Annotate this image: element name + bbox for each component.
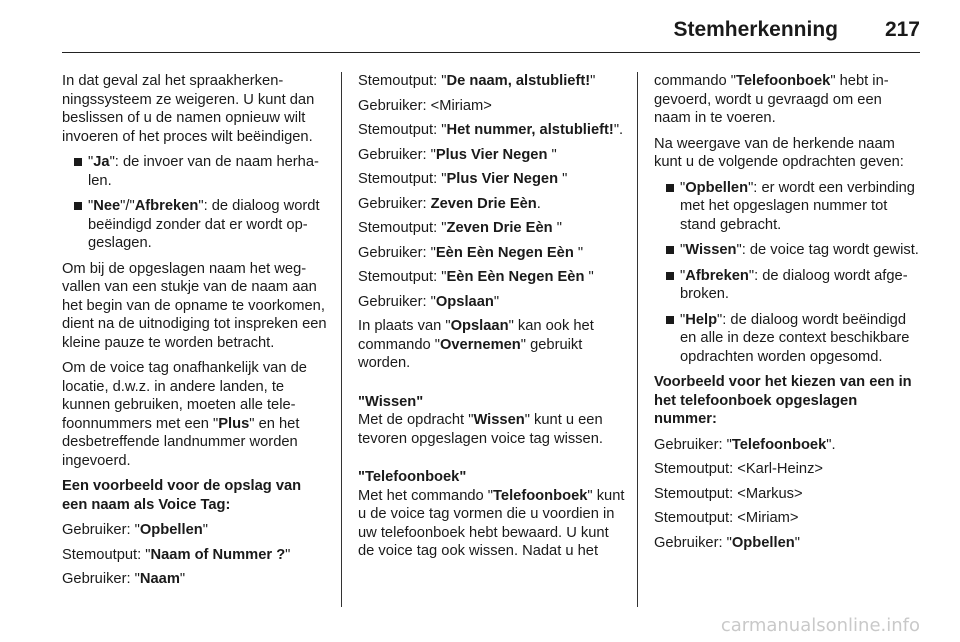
- bullet-square-icon: [74, 202, 82, 210]
- text: Met de opdracht ": [358, 412, 474, 428]
- column-1: [62, 72, 330, 595]
- bullet-item: "Afbreken": de dialoog wordt afgebroken.: [654, 267, 922, 304]
- column-divider: [637, 72, 638, 607]
- bullet-square-icon: [666, 246, 674, 254]
- command-keyword: Opslaan: [450, 318, 509, 334]
- page-title: Stemherkenning: [673, 18, 838, 41]
- text: Stemoutput: ": [358, 122, 447, 138]
- text: " kan ook het commando ": [358, 318, 594, 353]
- text: " kunt u een tevoren opgeslagen voice tag wissen.: [358, 412, 603, 447]
- dialog-line: Gebruiker: <Miriam>: [358, 97, 492, 114]
- dialog-line: Gebruiker: "Opslaan": [358, 293, 500, 310]
- command-keyword: Eèn Eèn Negen Eèn: [446, 269, 585, 285]
- bullet-square-icon: [666, 184, 674, 192]
- text: Stemoutput: ": [358, 220, 447, 236]
- bullet-item: "Opbellen": er wordt een verbinding met het opgeslagen nummer tot stand gebracht.: [654, 179, 922, 235]
- column-3: [654, 72, 922, 558]
- text: Gebruiker: ": [62, 522, 140, 538]
- command-keyword: Telefoonboek: [493, 487, 588, 504]
- command-keyword: Opbellen: [139, 522, 203, 538]
- command-keyword: Plus Vier Negen: [446, 171, 559, 187]
- heading-text: "Telefoonboek": [358, 469, 467, 485]
- dialog-line: Stemoutput: <Miriam>: [654, 510, 799, 526]
- text: Gebruiker: ": [62, 571, 140, 587]
- command-keyword: Help: [685, 311, 718, 328]
- bullet-item: "Help": de dialoog wordt beëindigd en alle in deze context beschikbare opdrachten worden opgesomd.: [654, 311, 922, 367]
- text: Gebruiker: ": [654, 436, 732, 453]
- command-keyword: Overnemen: [439, 336, 521, 353]
- bullet-square-icon: [666, 272, 674, 280]
- paragraph: Om bij de opgeslagen naam het wegvallen van een stukje van de naam aan het begin van de opname te voorkomen, dient na de uitnodiging tot inspreken een kleine pauze te worden betracht.: [62, 260, 327, 351]
- text: commando ": [654, 73, 736, 89]
- heading-text: Een voorbeeld voor de opslag van een naam als Voice Tag:: [62, 478, 302, 513]
- command-keyword: Wissen: [685, 242, 737, 258]
- section-heading: [62, 477, 330, 514]
- dialog-line: Stemoutput: "De naam, alstublieft!": [358, 73, 596, 89]
- bullet-text: ": de dialoog wordt beëindigd en alle in deze context beschikbare opdrachten worden opgesomd.: [680, 311, 910, 365]
- command-keyword: Telefoonboek: [735, 73, 831, 89]
- command-keyword: Nee: [93, 198, 121, 214]
- command-keyword: Zeven Drie Eèn: [430, 195, 537, 212]
- command-keyword: Telefoonboek: [731, 436, 827, 453]
- page-header: [62, 14, 920, 53]
- text: Stemoutput: ": [358, 73, 447, 89]
- heading-text: Voorbeeld voor het kiezen van een in het telefoonboek opgeslagen nummer:: [654, 374, 912, 427]
- command-keyword: Zeven Drie Eèn: [446, 220, 553, 236]
- command-keyword: Opslaan: [435, 293, 494, 310]
- dialog-line: Stemoutput: "Zeven Drie Eèn ": [358, 220, 562, 236]
- bullet-text: : de invoer van de naam herhalen.: [88, 154, 319, 189]
- dialog-line: Stemoutput: <Markus>: [654, 485, 803, 502]
- paragraph: [62, 359, 330, 470]
- command-keyword: Opbellen: [685, 179, 749, 196]
- bullet-text: : de dialoog wordt beëindigd zonder dat er wordt opgeslagen.: [88, 198, 320, 251]
- column-divider: [341, 72, 342, 607]
- dialog-line: Gebruiker: "Naam": [62, 571, 186, 587]
- text: Gebruiker: ": [358, 293, 436, 310]
- watermark: carmanualsonline.info: [720, 615, 920, 636]
- dialog-line: Gebruiker: "Plus Vier Negen ": [358, 146, 557, 163]
- paragraph: [654, 72, 922, 128]
- text: Stemoutput: ": [62, 546, 151, 563]
- text: Met het commando ": [358, 487, 494, 504]
- bullet-text: ": de dialoog wordt afgebroken.: [680, 267, 908, 302]
- command-keyword: Plus Vier Negen: [435, 146, 548, 163]
- text: Stemoutput: ": [358, 269, 447, 285]
- bullet-text: ": er wordt een verbinding met het opgeslagen nummer tot stand gebracht.: [680, 179, 915, 233]
- column-2: [358, 72, 626, 568]
- paragraph: In dat geval zal het spraakherkenningssysteem ze weigeren. U kunt dan beslissen of u de namen opnieuw wilt invoeren of het proces wilt beëindigen.: [62, 73, 315, 145]
- heading-text: "Wissen": [358, 393, 424, 410]
- text: " gebruikt worden.: [358, 336, 583, 371]
- bullet-item: "Wissen": de voice tag wordt gewist.: [654, 241, 922, 260]
- dialog-line: Stemoutput: "Het nummer, alstublieft!".: [358, 122, 624, 138]
- bullet-item: "Nee"/"Afbreken": de dialoog wordt beëindigd zonder dat er wordt opgeslagen.: [62, 197, 330, 253]
- command-keyword: Afbreken: [134, 198, 199, 214]
- dialog-line: Stemoutput: "Plus Vier Negen ": [358, 171, 568, 187]
- text: Om de voice tag onafhankelijk van de locatie, d.w.z. in andere landen, te kunnen gebruiken, moeten alle telefoonnummers met een ": [62, 360, 307, 432]
- dialog-line: Stemoutput: <Karl-Heinz>: [654, 461, 823, 477]
- text: ".: [826, 436, 836, 453]
- text: " hebt ingevoerd, wordt u gevraagd om een naam in te voeren.: [654, 73, 889, 126]
- command-keyword: Wissen: [473, 412, 525, 428]
- text: " kunt u de voice tag vormen die u voordien in uw telefoonboek hebt bewaard. U kunt de voice tag ook wissen. Nadat u het: [358, 487, 625, 559]
- paragraph: [358, 487, 626, 561]
- section-heading: [358, 393, 626, 412]
- bullet-item: "Ja": de invoer van de naam herhalen.: [62, 153, 330, 190]
- text: " en het desbetreffende landnummer worden ingevoerd.: [62, 415, 300, 469]
- command-keyword: Eèn Eèn Negen Eèn: [435, 244, 574, 261]
- page-number: 217: [884, 18, 920, 41]
- paragraph: [358, 317, 626, 373]
- command-keyword: Afbreken: [685, 267, 749, 284]
- section-heading: [654, 373, 922, 429]
- dialog-line: Stemoutput: "Naam of Nummer ?": [62, 546, 291, 563]
- text: Gebruiker: ": [654, 534, 732, 551]
- command-keyword: Plus: [218, 415, 250, 432]
- text: In plaats van ": [358, 318, 451, 334]
- text: Gebruiker: ": [358, 244, 436, 261]
- command-keyword: Ja: [93, 154, 110, 170]
- text: Stemoutput: ": [358, 171, 447, 187]
- text: Gebruiker: ": [358, 146, 436, 163]
- text: Gebruiker:: [358, 195, 431, 212]
- paragraph: [358, 411, 626, 448]
- bullet-square-icon: [74, 158, 82, 166]
- command-keyword: Het nummer, alstublieft!: [446, 122, 614, 138]
- dialog-line: [654, 436, 922, 455]
- command-keyword: Naam: [139, 571, 180, 587]
- command-keyword: Opbellen: [731, 534, 795, 551]
- dialog-line: Gebruiker: Zeven Drie Eèn.: [358, 195, 541, 212]
- bullet-text: ": de voice tag wordt gewist.: [736, 242, 919, 258]
- dialog-line: Stemoutput: "Eèn Eèn Negen Eèn ": [358, 269, 594, 285]
- command-keyword: De naam, alstublieft!: [446, 73, 591, 89]
- command-keyword: Naam of Nummer ?: [150, 546, 286, 563]
- dialog-line: Gebruiker: "Eèn Eèn Negen Eèn ": [358, 244, 584, 261]
- dialog-line: Gebruiker: "Opbellen": [654, 534, 800, 551]
- section-heading: [358, 468, 626, 487]
- dialog-line: Gebruiker: "Opbellen": [62, 522, 208, 538]
- bullet-square-icon: [666, 316, 674, 324]
- paragraph: Na weergave van de herkende naam kunt u de volgende opdrachten geven:: [654, 135, 904, 170]
